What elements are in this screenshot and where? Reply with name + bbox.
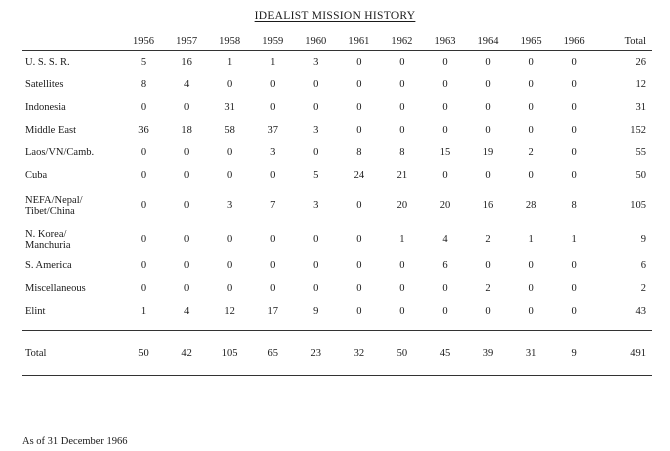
cell-value: 0 [183,282,190,294]
cell-value: 0 [485,101,491,113]
row-label [22,164,122,187]
cell-value: 0 [356,56,362,68]
cell-value: 0 [356,101,362,113]
cell-value: 7 [270,200,276,212]
cell-value: 1 [528,234,534,246]
cell-value: 0 [140,101,147,113]
row-total: 55 [635,147,646,159]
year-total: 9 [553,331,596,376]
table-row [22,164,652,187]
row-total: 105 [630,200,646,212]
cell-value: 0 [571,169,577,181]
row-label-line: S. America [25,260,72,272]
row-label-line: Indonesia [25,101,66,113]
year-total: 31 [510,331,553,376]
row-label-line: Manchuria [25,239,71,251]
table-row [22,96,652,119]
cell-value: 0 [442,56,448,68]
cell-value: 19 [482,147,494,159]
table-row [22,119,652,142]
grand-total: 491 [596,331,652,376]
cell-value: 0 [528,124,534,136]
row-label-line: Laos/VN/Camb. [25,147,95,159]
cell-value: 1 [227,56,233,68]
row-total: 12 [635,79,646,91]
cell-value: 4 [183,79,190,91]
row-label [22,225,122,255]
cell-value: 0 [528,282,534,294]
cell-value: 24 [353,169,365,181]
row-label [22,255,122,278]
row-label-line: Miscellaneous [25,282,86,294]
cell-value: 0 [485,124,491,136]
cell-value: 0 [356,260,362,272]
cell-value: 0 [528,305,534,317]
cell-value: 0 [528,56,534,68]
cell-value: 0 [227,147,233,159]
row-total: 6 [640,260,646,272]
cell-value: 0 [270,234,276,246]
cell-value: 1 [140,305,147,317]
cell-value: 0 [571,101,577,113]
row-total: 43 [635,305,646,317]
row-label-line: Satellites [25,79,64,91]
cell-value: 2 [528,147,534,159]
spacer-row [22,322,652,331]
cell-value: 37 [267,124,278,136]
row-total: 152 [630,124,646,136]
row-label [22,119,122,142]
table-row [22,225,652,255]
year-header: 1956 [122,32,165,51]
cell-value: 0 [270,101,276,113]
cell-value: 0 [571,305,577,317]
cell-value: 5 [140,56,147,68]
row-label [22,96,122,119]
year-header: 1957 [165,32,208,51]
cell-value: 2 [485,234,491,246]
row-label [22,141,122,164]
cell-value: 0 [183,260,190,272]
cell-value: 1 [399,234,405,246]
cell-value: 28 [525,200,537,212]
year-header: 1959 [251,32,294,51]
row-label-line: NEFA/Nepal/ [25,194,83,206]
year-total: 105 [208,331,251,376]
cell-value: 0 [140,169,147,181]
cell-value: 3 [313,124,319,136]
cell-value: 0 [528,79,534,91]
year-total: 50 [122,331,165,376]
year-header: 1962 [380,32,423,51]
cell-value: 0 [571,79,577,91]
cell-value: 0 [399,101,405,113]
cell-value: 6 [442,260,448,272]
cell-value: 4 [442,234,448,246]
cell-value: 0 [356,234,362,246]
row-total: 50 [635,169,646,181]
year-total: 65 [251,331,294,376]
table-body [22,51,652,376]
row-total: 2 [640,282,646,294]
cell-value: 58 [224,124,235,136]
cell-value: 18 [181,124,192,136]
cell-value: 0 [227,282,233,294]
cell-value: 0 [356,282,362,294]
cell-value: 31 [224,101,235,113]
cell-value: 0 [313,234,319,246]
cell-value: 0 [270,260,276,272]
footnote: As of 31 December 1966 [22,436,128,447]
cell-value: 8 [399,147,405,159]
cell-value: 0 [313,147,319,159]
cell-value: 3 [227,200,233,212]
row-label [22,277,122,300]
cell-value: 0 [399,282,405,294]
cell-value: 0 [528,101,534,113]
cell-value: 0 [442,101,448,113]
cell-value: 0 [270,169,276,181]
cell-value: 21 [396,169,408,181]
row-label-line: Middle East [25,124,77,136]
cell-value: 0 [313,79,319,91]
cell-value: 0 [442,124,448,136]
cell-value: 8 [140,79,147,91]
cell-value: 0 [183,234,190,246]
cell-value: 0 [485,56,491,68]
year-header: 1965 [510,32,553,51]
row-label [22,51,122,74]
cell-value: 0 [140,147,147,159]
year-total: 50 [380,331,423,376]
cell-value: 36 [138,124,149,136]
row-label-line: Cuba [25,169,48,181]
cell-value: 0 [399,124,405,136]
total-header: Total [596,32,652,51]
cell-value: 16 [482,200,494,212]
table-row [22,51,652,74]
year-header: 1964 [467,32,510,51]
cell-value: 5 [313,169,319,181]
table-row [22,255,652,278]
year-header: 1960 [294,32,337,51]
table-row [22,277,652,300]
cell-value: 0 [571,260,577,272]
year-header: 1963 [423,32,466,51]
row-total: 26 [635,56,646,68]
cell-value: 20 [396,200,408,212]
cell-value: 3 [313,200,319,212]
cell-value: 16 [181,56,192,68]
cell-value: 3 [270,147,276,159]
cell-value: 0 [313,101,319,113]
cell-value: 0 [356,305,362,317]
row-label-header [22,32,122,51]
cell-value: 0 [399,79,405,91]
cell-value: 0 [399,260,405,272]
cell-value: 0 [183,200,190,212]
cell-value: 0 [399,305,405,317]
totals-label: Total [22,331,122,376]
cell-value: 0 [183,169,190,181]
cell-value: 0 [356,200,362,212]
cell-value: 0 [313,282,319,294]
cell-value: 0 [485,169,491,181]
cell-value: 0 [485,305,491,317]
cell-value: 0 [442,169,448,181]
year-header: 1958 [208,32,251,51]
cell-value: 0 [313,260,319,272]
table-header-row [22,32,652,51]
cell-value: 0 [356,124,362,136]
row-total: 31 [635,101,646,113]
cell-value: 0 [227,79,233,91]
row-label-line: U. S. S. R. [25,56,70,68]
cell-value: 0 [571,124,577,136]
cell-value: 0 [442,282,448,294]
cell-value: 0 [442,79,448,91]
cell-value: 0 [183,147,190,159]
totals-row [22,331,652,376]
table-row [22,300,652,323]
year-total: 42 [165,331,208,376]
row-label [22,74,122,97]
cell-value: 1 [571,234,577,246]
cell-value: 12 [224,305,235,317]
cell-value: 0 [183,101,190,113]
cell-value: 8 [356,147,362,159]
table-row [22,187,652,225]
cell-value: 0 [571,282,577,294]
year-total: 39 [467,331,510,376]
cell-value: 15 [439,147,451,159]
cell-value: 9 [313,305,319,317]
table-row [22,141,652,164]
year-total: 45 [423,331,466,376]
cell-value: 0 [356,79,362,91]
year-total: 32 [337,331,380,376]
cell-value: 0 [140,260,147,272]
year-header: 1966 [553,32,596,51]
mission-history-table [22,32,652,376]
row-label-line: Tibet/China [25,205,75,217]
row-label-line: Elint [25,305,46,317]
cell-value: 0 [571,147,577,159]
row-label [22,300,122,323]
cell-value: 2 [485,282,491,294]
cell-value: 8 [571,200,577,212]
cell-value: 0 [528,169,534,181]
cell-value: 0 [485,260,491,272]
cell-value: 3 [313,56,319,68]
document-title: IDEALIST MISSION HISTORY [254,10,416,22]
cell-value: 0 [227,260,233,272]
cell-value: 0 [140,200,147,212]
cell-value: 0 [227,234,233,246]
cell-value: 0 [528,260,534,272]
row-label [22,187,122,225]
cell-value: 4 [183,305,190,317]
row-total: 9 [640,234,646,246]
table-row [22,74,652,97]
cell-value: 0 [270,282,276,294]
cell-value: 0 [140,234,147,246]
cell-value: 0 [485,79,491,91]
cell-value: 0 [399,56,405,68]
year-total: 23 [294,331,337,376]
row-label-line: N. Korea/ [25,228,67,240]
year-header: 1961 [337,32,380,51]
cell-value: 0 [140,282,147,294]
cell-value: 0 [227,169,233,181]
cell-value: 0 [571,56,577,68]
cell-value: 0 [442,305,448,317]
cell-value: 20 [439,200,451,212]
cell-value: 17 [267,305,278,317]
cell-value: 1 [270,56,276,68]
cell-value: 0 [270,79,276,91]
